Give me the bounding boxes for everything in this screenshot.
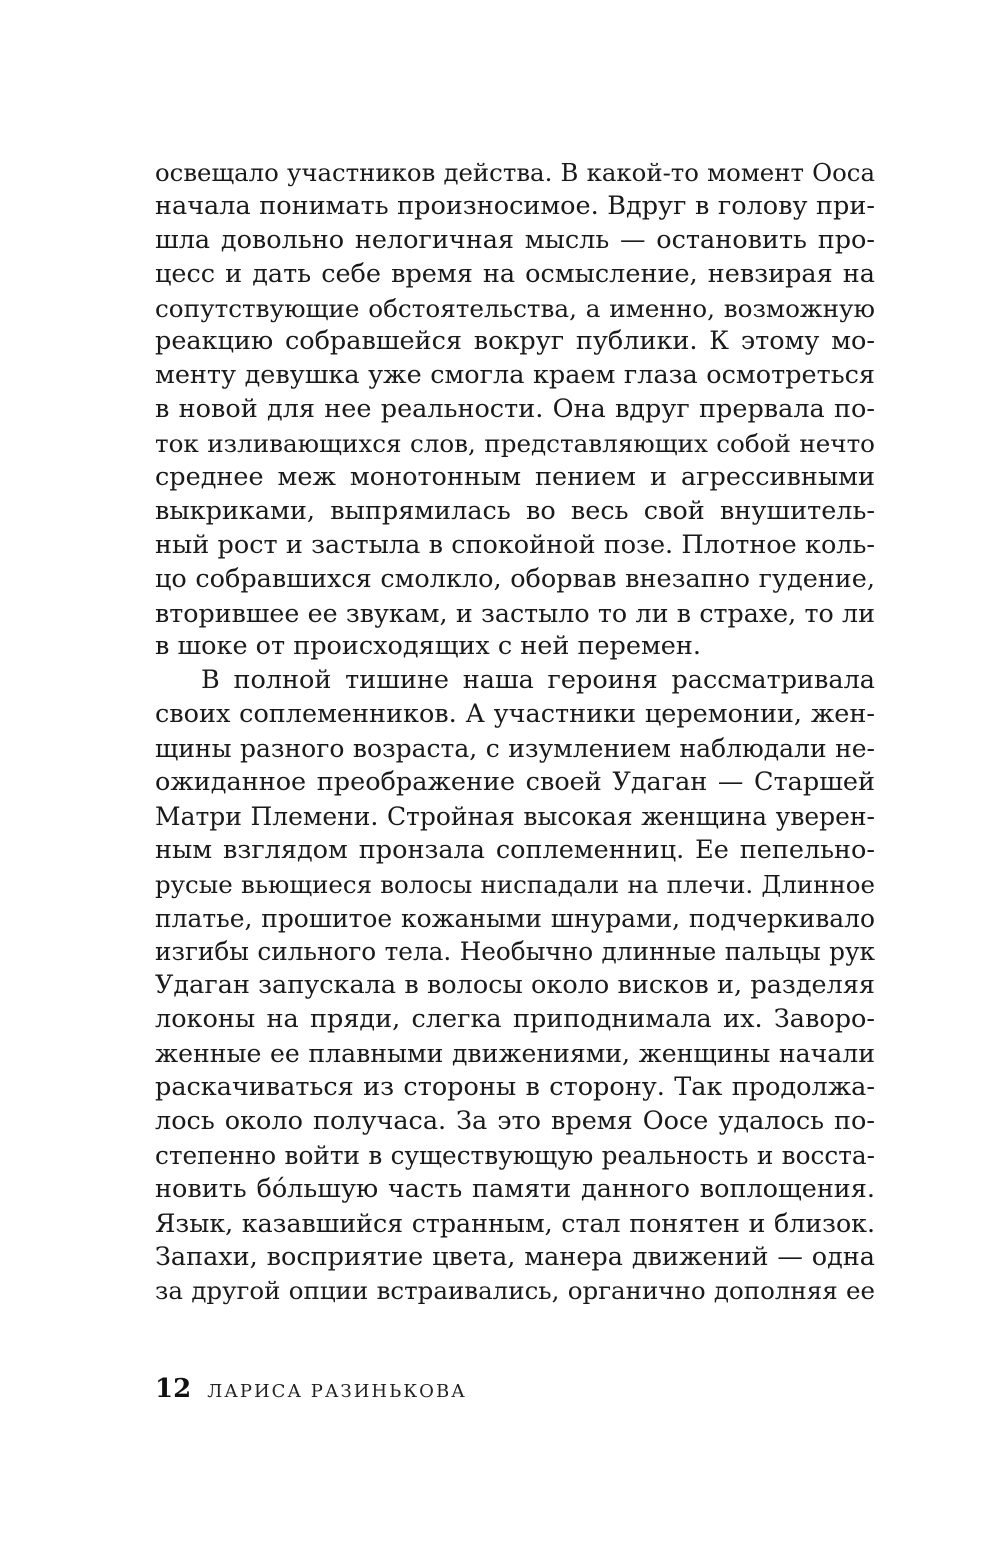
text-line: локоны на пряди, слегка приподнимала их. Заворо- (155, 1004, 875, 1035)
text-line: шла довольно нелогичная мысль — остановить про- (155, 224, 875, 255)
text-line: вторившее ее звукам, и застыло то ли в страхе, то ли (155, 597, 875, 628)
body-text (155, 156, 875, 1308)
text-line: своих соплеменников. А участники церемонии, жен- (155, 699, 875, 730)
text-line: менту девушка уже смогла краем глаза осмотреться (155, 360, 875, 391)
text-line: цо собравшихся смолкло, оборвав внезапно гудение, (155, 563, 875, 594)
text-line: среднее меж монотонным пением и агрессивными (155, 462, 875, 493)
text-line: в новой для нее реальности. Она вдруг прервала по- (155, 394, 875, 425)
text-line: женные ее плавными движениями, женщины начали (155, 1039, 875, 1069)
page-footer (155, 1374, 467, 1414)
text-line: Язык, казавшийся странным, стал понятен и близок. (155, 1208, 875, 1238)
text-line: русые вьющиеся волосы ниспадали на плечи. Длинное (155, 869, 875, 899)
text-line: ный рост и застыла в спокойной позе. Плотное коль- (155, 529, 875, 560)
text-line: раскачиваться из стороны в сторону. Так продолжа- (155, 1072, 875, 1103)
text-line: новить бóльшую часть памяти данного воплощения. (155, 1173, 875, 1204)
text-line: степенно войти в существующую реальность и восста- (155, 1140, 875, 1170)
text-line: щины разного возраста, с изумлением наблюдали не- (155, 734, 875, 764)
text-line: Удаган запускала в волосы около висков и, разделяя (155, 970, 875, 1001)
page-number: 12 (155, 1374, 192, 1404)
text-line: лось около получаса. За это время Оосе удалось по- (155, 1105, 875, 1136)
text-line: ожиданное преображение своей Удаган — Старшей (155, 767, 875, 798)
running-author: ЛАРИСА РАЗИНЬКОВА (207, 1381, 467, 1402)
text-line: сопутствующие обстоятельства, а именно, возможную (155, 293, 875, 323)
text-line: ток изливающихся слов, представляющих собой нечто (155, 429, 875, 459)
paragraph (155, 664, 875, 1308)
text-line: изгибы сильного тела. Необычно длинные пальцы рук (155, 937, 875, 967)
text-line: за другой опции встраивались, органично дополняя ее (155, 1276, 875, 1306)
text-line: освещало участников действа. В какой-то момент Ооса (155, 158, 875, 187)
paragraph (155, 156, 875, 664)
text-line: Матри Племени. Стройная высокая женщина уверен- (155, 801, 875, 831)
text-line: Запахи, восприятие цвета, манера движений — одна (155, 1241, 875, 1272)
text-line: выкриками, выпрямилась во весь свой внушитель- (155, 495, 875, 526)
text-line: в шоке от происходящих с ней перемен. (155, 631, 701, 662)
text-line: платье, прошитое кожаными шнурами, подчеркивало (155, 903, 875, 933)
text-line: В полной тишине наша героиня рассматривала (201, 665, 875, 696)
text-line: реакцию собравшейся вокруг публики. К этому мо- (155, 326, 875, 357)
text-line: цесс и дать себе время на осмысление, невзирая на (155, 258, 875, 289)
text-line: ным взглядом пронзала соплеменниц. Ее пепельно- (155, 834, 875, 865)
text-line: начала понимать произносимое. Вдруг в голову при- (155, 190, 875, 221)
